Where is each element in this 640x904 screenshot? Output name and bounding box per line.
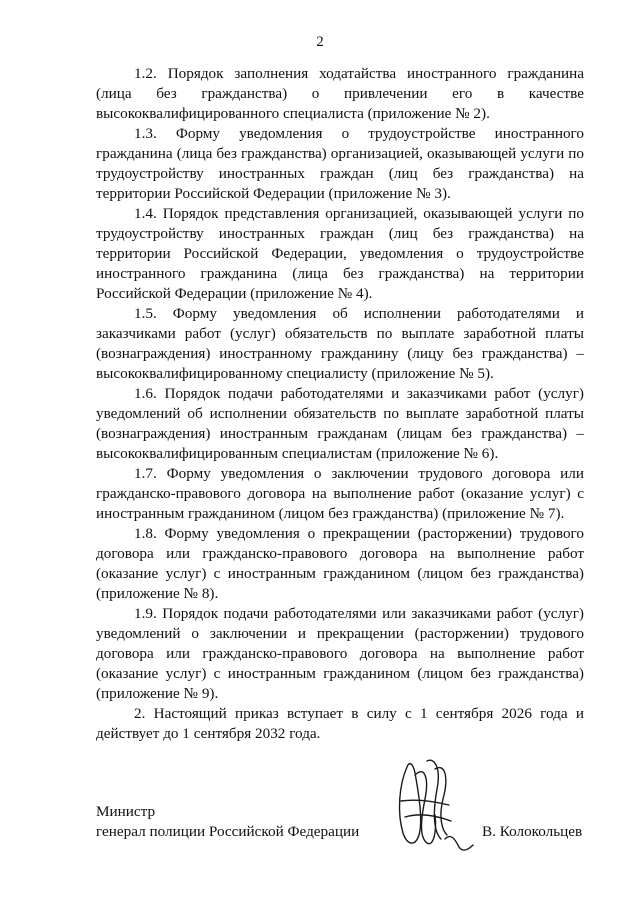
paragraph-1-9: 1.9. Порядок подачи работодателями или заказчиками работ (услуг) уведомлений о заключении и прекращении (расторжении) трудового договора или гражданско-правового договора на выполнение работ (оказание услуг) с иностранным гражданином (лицом без гражданства) (приложение № 9). [96,605,584,702]
paragraph-1-2: 1.2. Порядок заполнения ходатайства иностранного гражданина (лица без гражданства) о привлечении его в качестве высококвалифицированного специалиста (приложение № 2). [96,65,584,122]
signatory-name: В. Колокольцев [482,823,583,840]
paragraph-1-5: 1.5. Форму уведомления об исполнении работодателями и заказчиками работ (услуг) обязательств по выплате заработной платы (вознаграждения) иностранному гражданину (лицу без гражданства) – высококвалифицированному специалисту (приложение № 5). [96,305,584,382]
paragraph-1-4: 1.4. Порядок представления организацией, оказывающей услуги по трудоустройству иностранных граждан (лиц без гражданства) на территории Российской Федерации, уведомления о трудоустройстве иностранного гражданина (лица без гражданства) на территории Российской Федерации (приложение № 4). [96,205,584,302]
document-body [96,64,584,744]
signatory-position-rank: генерал полиции Российской Федерации [96,823,360,840]
paragraph-1-7: 1.7. Форму уведомления о заключении трудового договора или гражданско-правового договора на выполнение работ (оказание услуг) с иностранным гражданином (лицом без гражданства) (приложение № 7). [96,465,584,522]
signatory-position-title: Министр [96,803,156,820]
paragraph-1-6: 1.6. Порядок подачи работодателями и заказчиками работ (услуг) уведомлений об исполнении обязательств по выплате заработной платы (вознаграждения) иностранным гражданам (лицам без гражданства) – высококвалифицированным специалистам (приложение № 6). [96,385,584,462]
page-number: 2 [316,34,324,50]
paragraph-1-8: 1.8. Форму уведомления о прекращении (расторжении) трудового договора или гражданско-правового договора на выполнение работ (оказание услуг) с иностранным гражданином (лицом без гражданства) (приложение № 8). [96,525,584,602]
paragraph-2: 2. Настоящий приказ вступает в силу с 1 сентября 2026 года и действует до 1 сентября 2032 года. [96,705,584,742]
paragraph-1-3: 1.3. Форму уведомления о трудоустройстве иностранного гражданина (лица без гражданства) организацией, оказывающей услуги по трудоустройству иностранных граждан (лиц без гражданства) на территории Российской Федерации (приложение № 3). [96,125,584,202]
handwritten-signature [385,755,477,857]
